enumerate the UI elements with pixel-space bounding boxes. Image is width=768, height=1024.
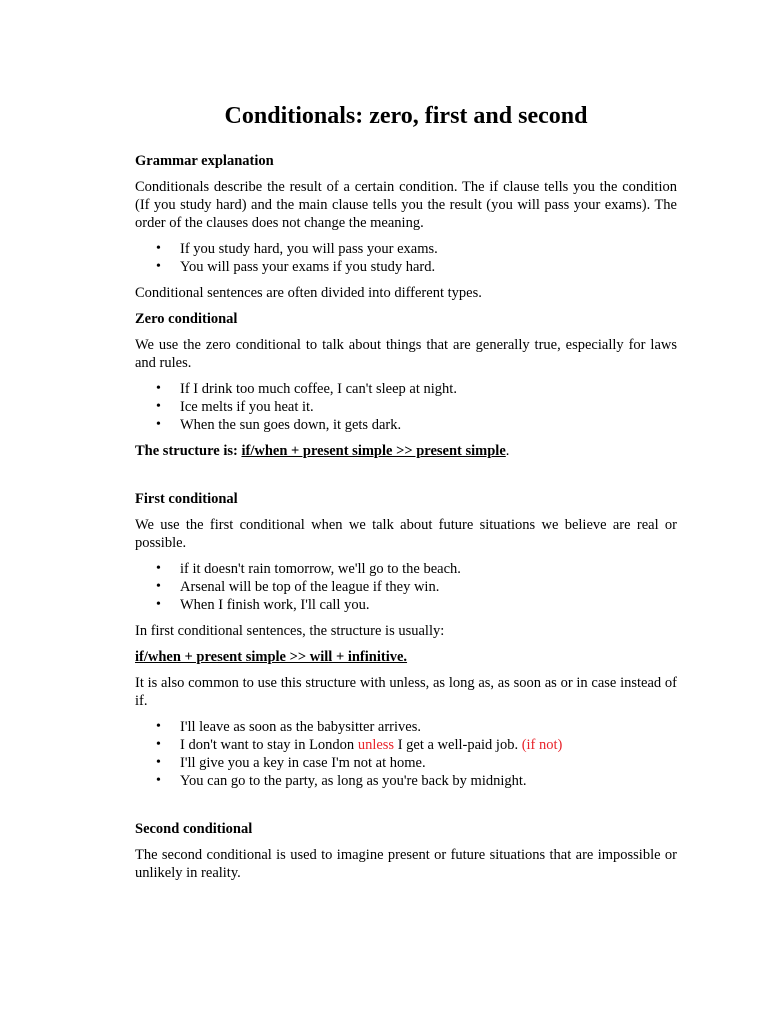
list-item: • You can go to the party, as long as you're back by midnight. xyxy=(156,773,527,789)
bullet-icon: • xyxy=(156,719,161,734)
second-heading: Second conditional xyxy=(135,821,253,837)
unless-highlight: unless xyxy=(357,737,395,753)
list-item: • If I drink too much coffee, I can't sleep at night. xyxy=(156,381,457,397)
second-intro: The second conditional is used to imagine present or future situations that are impossible or unlikely in reality. xyxy=(135,847,677,881)
first-unless-examples xyxy=(135,718,677,790)
spacer xyxy=(135,468,677,490)
bullet-icon: • xyxy=(156,381,161,396)
zero-structure-formula: if/when + present simple >> present simple xyxy=(241,443,506,459)
zero-intro: We use the zero conditional to talk about things that are generally true, especially for laws and rules. xyxy=(135,337,677,371)
grammar-intro: Conditionals describe the result of a certain condition. The if clause tells you the condition (If you study hard) and the main clause tells you the result (you will pass your exams). The order of the clauses does not change the meaning. xyxy=(135,179,677,231)
first-structure xyxy=(135,648,677,666)
page-title: Conditionals: zero, first and second xyxy=(224,103,588,129)
list-item: • You will pass your exams if you study hard. xyxy=(156,259,436,275)
grammar-heading: Grammar explanation xyxy=(135,153,274,169)
zero-examples xyxy=(135,380,677,434)
bullet-icon: • xyxy=(156,417,161,432)
bullet-icon: • xyxy=(156,561,161,576)
bullet-icon: • xyxy=(156,773,161,788)
first-heading: First conditional xyxy=(135,491,238,507)
bullet-icon: • xyxy=(156,597,161,612)
bullet-icon: • xyxy=(156,259,161,274)
list-item: • if it doesn't rain tomorrow, we'll go to the beach. xyxy=(156,561,461,577)
list-item: • When I finish work, I'll call you. xyxy=(156,597,370,613)
bullet-icon: • xyxy=(156,399,161,414)
list-item: • Ice melts if you heat it. xyxy=(156,399,314,415)
grammar-outro: Conditional sentences are often divided into different types. xyxy=(135,285,482,301)
bullet-icon: • xyxy=(156,241,161,256)
list-item: • I'll give you a key in case I'm not at home. xyxy=(156,755,426,771)
bullet-icon: • xyxy=(156,737,161,752)
first-examples xyxy=(135,560,677,614)
list-item: • I'll leave as soon as the babysitter arrives. xyxy=(156,719,421,735)
spacer xyxy=(135,798,677,820)
if-not-note: (if not) xyxy=(521,737,563,753)
bullet-icon: • xyxy=(156,755,161,770)
list-item: • If you study hard, you will pass your exams. xyxy=(156,241,438,257)
first-unless-intro: It is also common to use this structure with unless, as long as, as soon as or in case instead of if. xyxy=(135,675,677,709)
first-structure-intro: In first conditional sentences, the structure is usually: xyxy=(135,623,445,639)
zero-heading: Zero conditional xyxy=(135,311,238,327)
zero-structure: The structure is: if/when + present simple >> present simple. xyxy=(135,443,510,459)
list-item: • When the sun goes down, it gets dark. xyxy=(156,417,402,433)
list-item: • I don't want to stay in London unless I get a well-paid job. (if not) xyxy=(156,737,563,753)
bullet-icon: • xyxy=(156,579,161,594)
first-intro: We use the first conditional when we talk about future situations we believe are real or possible. xyxy=(135,517,677,551)
document-body xyxy=(135,100,677,890)
list-item: • Arsenal will be top of the league if they win. xyxy=(156,579,440,595)
first-structure-formula: if/when + present simple >> will + infinitive. xyxy=(135,649,408,665)
grammar-examples xyxy=(135,240,677,276)
